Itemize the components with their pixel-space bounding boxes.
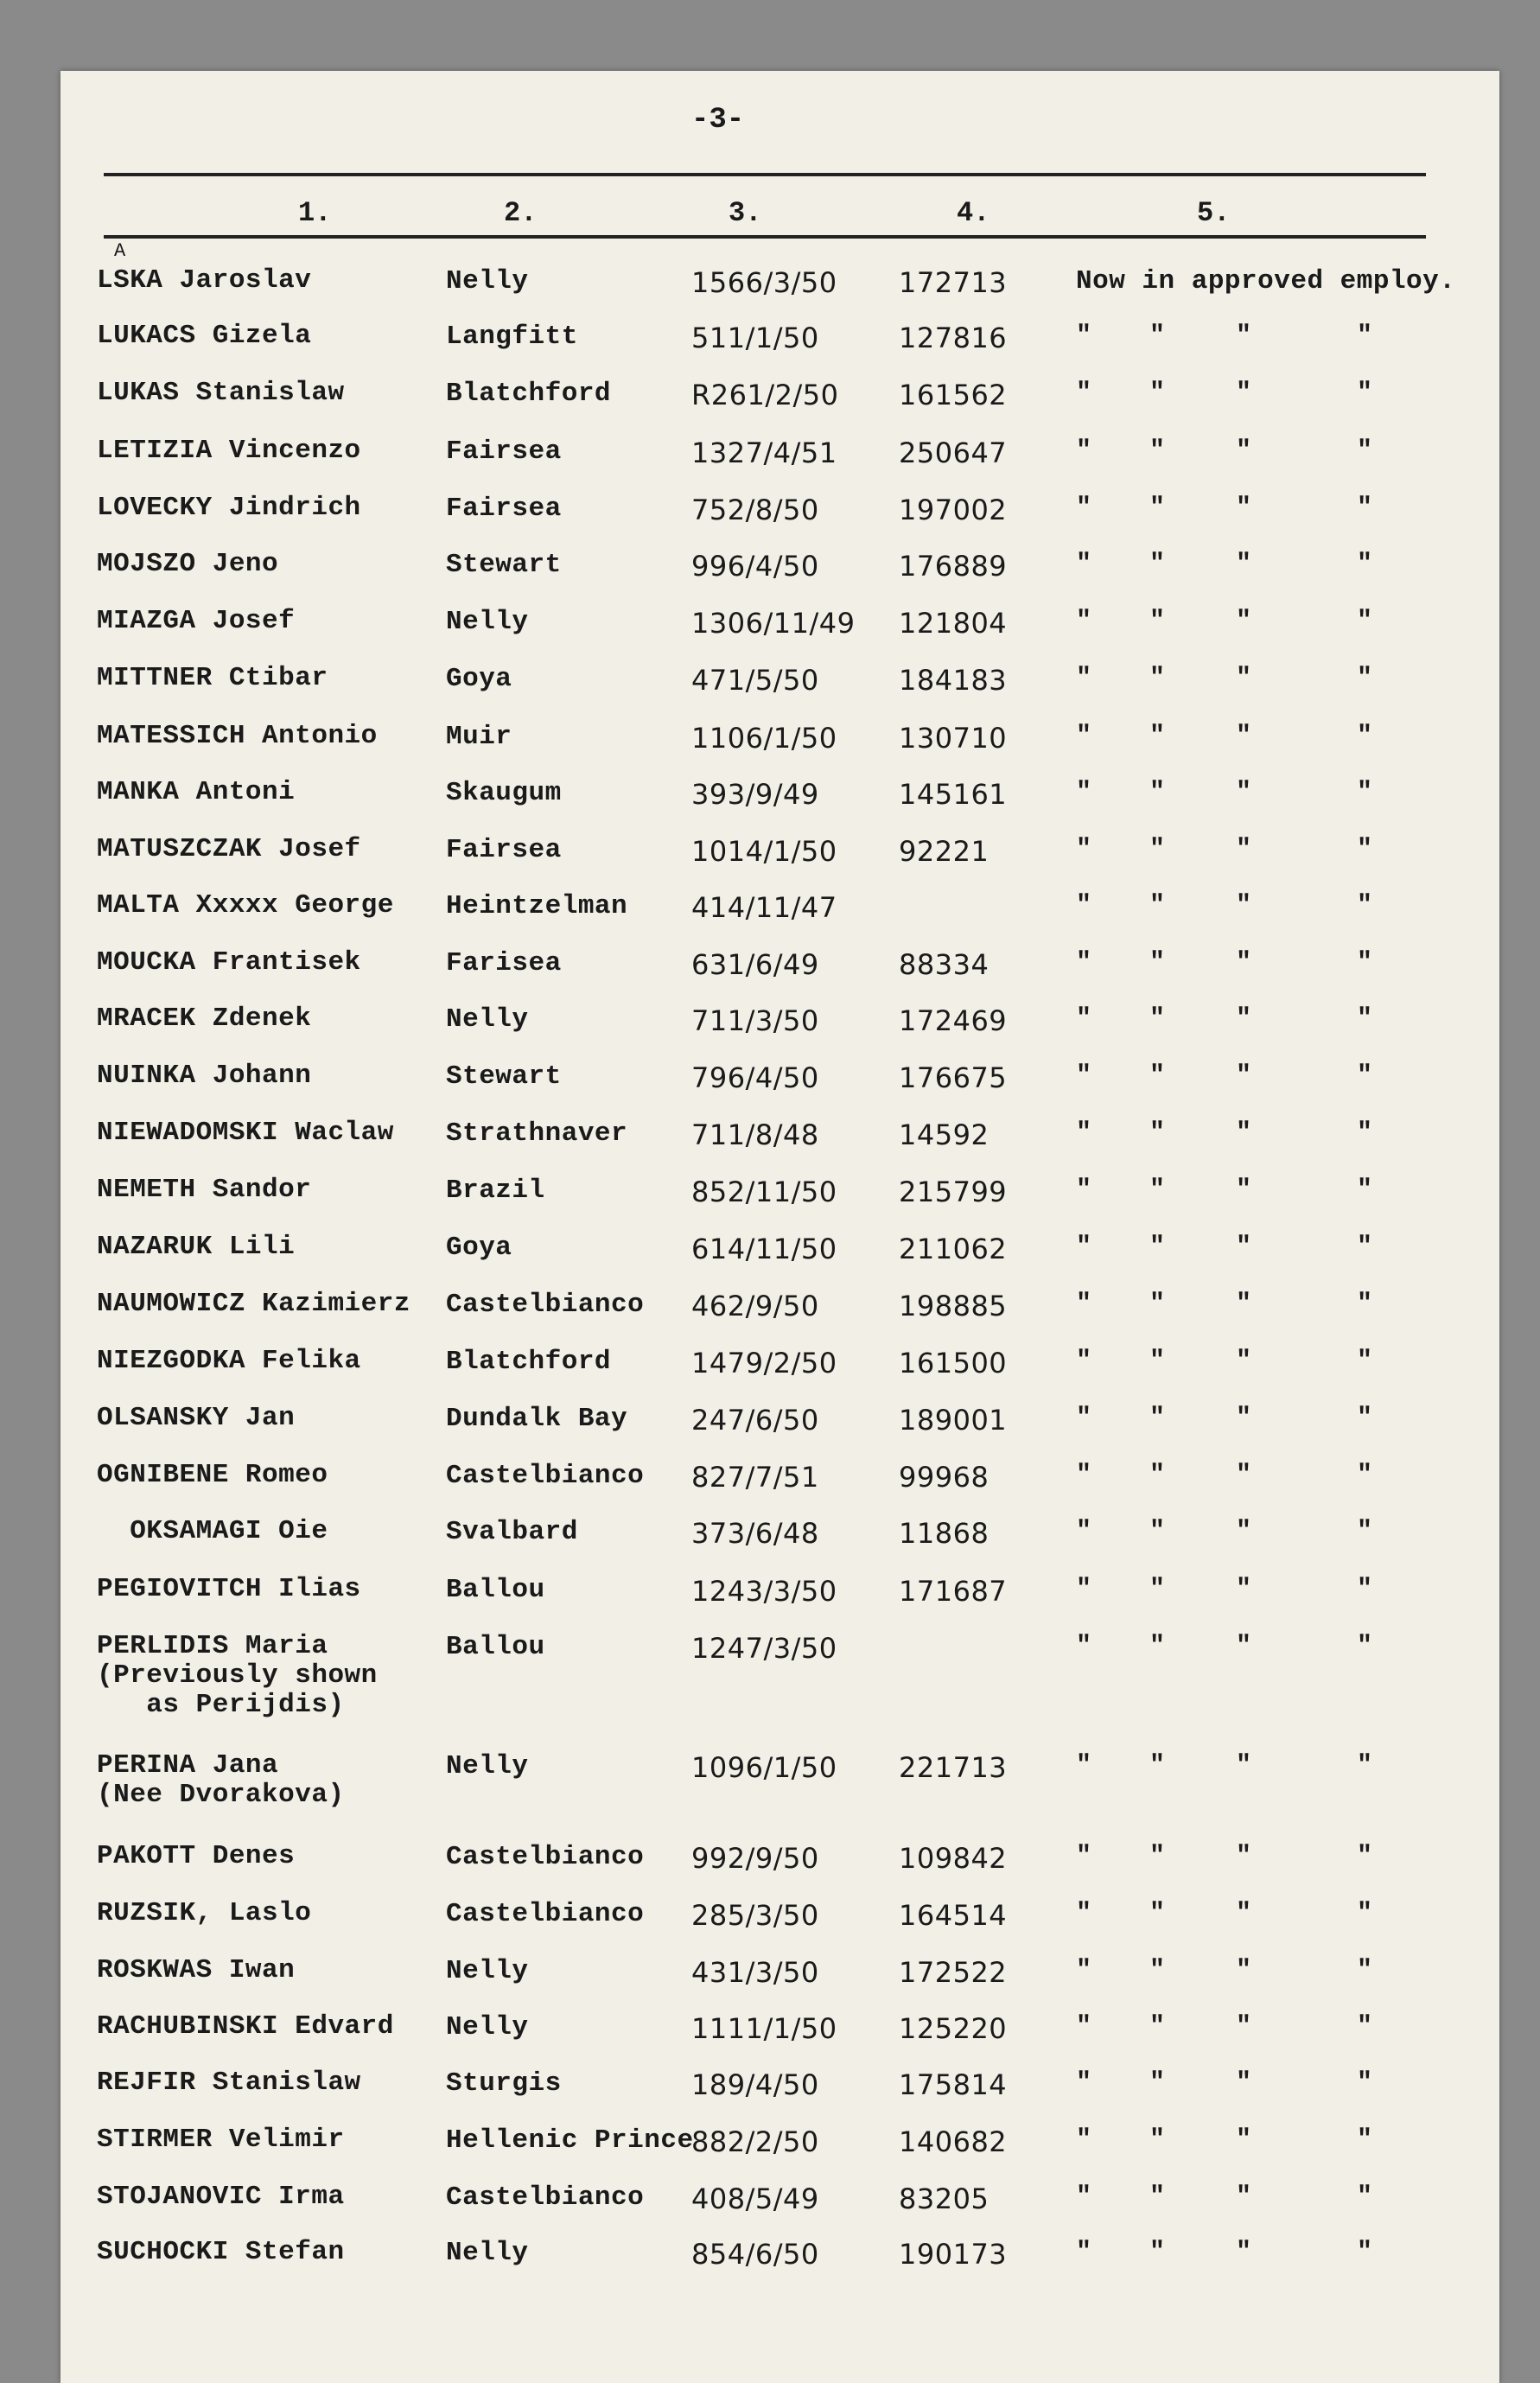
registration-number: 211062 [899, 1233, 1008, 1265]
ditto-mark: " [1236, 550, 1252, 579]
ditto-mark: " [1076, 1956, 1092, 1985]
registration-number: 161500 [899, 1347, 1008, 1379]
ditto-mark: " [1076, 664, 1092, 693]
ditto-mark: " [1357, 1061, 1373, 1091]
ditto-mark: " [1236, 835, 1252, 864]
ditto-mark: " [1149, 1956, 1166, 1985]
ditto-mark: " [1357, 1233, 1373, 1262]
ship-name: Stewart [446, 1061, 562, 1092]
ditto-mark: " [1076, 379, 1092, 408]
ditto-mark: " [1076, 835, 1092, 864]
registration-number: 189001 [899, 1404, 1008, 1437]
ditto-mark: " [1236, 778, 1252, 807]
person-name: PERLIDIS Maria (Previously shown as Perijdis) [97, 1631, 378, 1720]
registration-number: 161562 [899, 379, 1008, 411]
ditto-mark: " [1236, 494, 1252, 523]
employment-status: Now in approved employ. [1076, 266, 1456, 296]
ditto-mark: " [1357, 1004, 1373, 1034]
ship-name: Stewart [446, 550, 562, 580]
ditto-mark: " [1076, 1118, 1092, 1148]
ditto-mark: " [1236, 322, 1252, 351]
page-number: -3- [691, 104, 745, 137]
ditto-mark: " [1236, 379, 1252, 408]
reference-number: 1327/4/51 [691, 436, 837, 469]
ditto-mark: " [1236, 1176, 1252, 1205]
ditto-mark: " [1357, 1176, 1373, 1205]
registration-number: 172469 [899, 1004, 1008, 1037]
ditto-mark: " [1076, 1899, 1092, 1928]
ship-name: Farisea [446, 948, 562, 978]
registration-number: 197002 [899, 494, 1008, 526]
person-name: STOJANOVIC Irma [97, 2182, 345, 2212]
reference-number: 462/9/50 [691, 1290, 819, 1322]
handwritten-annotation: A [114, 240, 126, 262]
ship-name: Heintzelman [446, 891, 628, 921]
ditto-mark: " [1076, 1461, 1092, 1490]
header-rule [104, 235, 1426, 239]
person-name: MATUSZCZAK Josef [97, 834, 361, 864]
person-name: OGNIBENE Romeo [97, 1460, 328, 1490]
person-name: OKSAMAGI Oie [97, 1516, 328, 1546]
ditto-mark: " [1149, 664, 1166, 693]
ditto-mark: " [1149, 1061, 1166, 1091]
ship-name: Brazil [446, 1176, 545, 1206]
reference-number: 471/5/50 [691, 664, 819, 697]
reference-number: 408/5/49 [691, 2182, 819, 2215]
ditto-mark: " [1149, 1517, 1166, 1546]
ditto-mark: " [1076, 322, 1092, 351]
ditto-mark: " [1149, 1632, 1166, 1661]
ditto-mark: " [1076, 722, 1092, 751]
ditto-mark: " [1076, 778, 1092, 807]
ditto-mark: " [1357, 1956, 1373, 1985]
ditto-mark: " [1357, 891, 1373, 921]
ditto-mark: " [1236, 2125, 1252, 2155]
ditto-mark: " [1357, 607, 1373, 636]
ditto-mark: " [1357, 1632, 1373, 1661]
reference-number: 1243/3/50 [691, 1575, 837, 1608]
registration-number: 127816 [899, 322, 1008, 354]
ditto-mark: " [1149, 1290, 1166, 1319]
ditto-mark: " [1236, 1233, 1252, 1262]
ditto-mark: " [1236, 1347, 1252, 1376]
person-name: NAUMOWICZ Kazimierz [97, 1289, 410, 1319]
ditto-mark: " [1357, 1118, 1373, 1148]
ditto-mark: " [1149, 1176, 1166, 1205]
ship-name: Goya [446, 1233, 512, 1263]
ship-name: Nelly [446, 2238, 529, 2268]
ditto-mark: " [1236, 607, 1252, 636]
ditto-mark: " [1149, 2125, 1166, 2155]
ditto-mark: " [1236, 1461, 1252, 1490]
column-number-5: 5. [1197, 197, 1231, 229]
person-name: SUCHOCKI Stefan [97, 2237, 345, 2267]
ditto-mark: " [1236, 436, 1252, 466]
ship-name: Langfitt [446, 322, 578, 352]
column-number-2: 2. [504, 197, 538, 229]
ditto-mark: " [1076, 1842, 1092, 1871]
reference-number: 431/3/50 [691, 1956, 819, 1989]
ship-name: Nelly [446, 266, 529, 296]
person-name: LOVECKY Jindrich [97, 493, 361, 523]
registration-number: 176675 [899, 1061, 1008, 1094]
ditto-mark: " [1357, 835, 1373, 864]
reference-number: 373/6/48 [691, 1517, 819, 1550]
ship-name: Nelly [446, 1956, 529, 1986]
ditto-mark: " [1149, 607, 1166, 636]
ditto-mark: " [1149, 322, 1166, 351]
ship-name: Ballou [446, 1575, 545, 1605]
ditto-mark: " [1149, 2068, 1166, 2098]
registration-number: 176889 [899, 550, 1008, 583]
registration-number: 221713 [899, 1751, 1008, 1784]
reference-number: 1111/1/50 [691, 2012, 837, 2045]
ship-name: Castelbianco [446, 2182, 645, 2213]
ditto-mark: " [1076, 1517, 1092, 1546]
person-name: NIEWADOMSKI Waclaw [97, 1118, 394, 1148]
ditto-mark: " [1357, 1517, 1373, 1546]
registration-number: 172713 [899, 266, 1008, 299]
ditto-mark: " [1149, 2238, 1166, 2267]
ditto-mark: " [1357, 494, 1373, 523]
person-name: PEGIOVITCH Ilias [97, 1574, 361, 1604]
ditto-mark: " [1357, 778, 1373, 807]
ditto-mark: " [1149, 891, 1166, 921]
person-name: MOJSZO Jeno [97, 549, 279, 579]
reference-number: 247/6/50 [691, 1404, 819, 1437]
reference-number: 189/4/50 [691, 2068, 819, 2101]
ditto-mark: " [1236, 1290, 1252, 1319]
ditto-mark: " [1357, 1347, 1373, 1376]
registration-number: 109842 [899, 1842, 1008, 1875]
ditto-mark: " [1357, 2238, 1373, 2267]
person-name: NEMETH Sandor [97, 1175, 312, 1205]
registration-number: 172522 [899, 1956, 1008, 1989]
ship-name: Blatchford [446, 379, 612, 409]
ship-name: Svalbard [446, 1517, 578, 1547]
registration-number: 121804 [899, 607, 1008, 640]
reference-number: R261/2/50 [691, 379, 839, 411]
ship-name: Strathnaver [446, 1118, 628, 1149]
registration-number: 250647 [899, 436, 1008, 469]
ditto-mark: " [1149, 550, 1166, 579]
ditto-mark: " [1149, 379, 1166, 408]
reference-number: 1096/1/50 [691, 1751, 837, 1784]
ditto-mark: " [1149, 436, 1166, 466]
reference-number: 852/11/50 [691, 1176, 837, 1208]
ditto-mark: " [1149, 1461, 1166, 1490]
ship-name: Muir [446, 722, 512, 752]
ditto-mark: " [1149, 948, 1166, 978]
ditto-mark: " [1357, 2012, 1373, 2042]
person-name: MIAZGA Josef [97, 606, 296, 636]
person-name: LETIZIA Vincenzo [97, 436, 361, 466]
person-name: NAZARUK Lili [97, 1232, 296, 1262]
ditto-mark: " [1236, 1575, 1252, 1604]
registration-number: 125220 [899, 2012, 1008, 2045]
ship-name: Nelly [446, 1751, 529, 1781]
reference-number: 796/4/50 [691, 1061, 819, 1094]
reference-number: 393/9/49 [691, 778, 819, 811]
ditto-mark: " [1236, 1004, 1252, 1034]
ditto-mark: " [1236, 1899, 1252, 1928]
ditto-mark: " [1149, 1751, 1166, 1781]
registration-number: 215799 [899, 1176, 1008, 1208]
reference-number: 1106/1/50 [691, 722, 837, 755]
ditto-mark: " [1076, 891, 1092, 921]
registration-number: 92221 [899, 835, 990, 868]
column-number-3: 3. [729, 197, 762, 229]
ditto-mark: " [1236, 2182, 1252, 2212]
ditto-mark: " [1236, 1061, 1252, 1091]
ditto-mark: " [1076, 1061, 1092, 1091]
ditto-mark: " [1149, 2182, 1166, 2212]
ship-name: Blatchford [446, 1347, 612, 1377]
registration-number: 88334 [899, 948, 990, 981]
reference-number: 1014/1/50 [691, 835, 837, 868]
reference-number: 752/8/50 [691, 494, 819, 526]
ditto-mark: " [1076, 2182, 1092, 2212]
person-name: MOUCKA Frantisek [97, 947, 361, 978]
ditto-mark: " [1076, 1004, 1092, 1034]
reference-number: 285/3/50 [691, 1899, 819, 1932]
ditto-mark: " [1076, 1233, 1092, 1262]
ship-name: Fairsea [446, 494, 562, 524]
registration-number: 130710 [899, 722, 1008, 755]
registration-number: 190173 [899, 2238, 1008, 2271]
ditto-mark: " [1236, 722, 1252, 751]
person-name: ROSKWAS Iwan [97, 1955, 296, 1985]
reference-number: 711/8/48 [691, 1118, 819, 1151]
ditto-mark: " [1236, 1751, 1252, 1781]
reference-number: 1479/2/50 [691, 1347, 837, 1379]
ditto-mark: " [1149, 1575, 1166, 1604]
reference-number: 711/3/50 [691, 1004, 819, 1037]
ditto-mark: " [1076, 436, 1092, 466]
ditto-mark: " [1357, 722, 1373, 751]
ship-name: Fairsea [446, 835, 562, 865]
ditto-mark: " [1357, 1404, 1373, 1433]
person-name: LUKACS Gizela [97, 321, 312, 351]
ditto-mark: " [1357, 2125, 1373, 2155]
ditto-mark: " [1236, 2068, 1252, 2098]
person-name: MANKA Antoni [97, 777, 296, 807]
ditto-mark: " [1236, 1632, 1252, 1661]
ditto-mark: " [1236, 664, 1252, 693]
person-name: PERINA Jana (Nee Dvorakova) [97, 1750, 345, 1810]
ship-name: Goya [446, 664, 512, 694]
ship-name: Nelly [446, 2012, 529, 2042]
ditto-mark: " [1149, 494, 1166, 523]
ditto-mark: " [1149, 1404, 1166, 1433]
ditto-mark: " [1149, 778, 1166, 807]
registration-number: 14592 [899, 1118, 990, 1151]
person-name: RUZSIK, Laslo [97, 1898, 312, 1928]
ditto-mark: " [1076, 1176, 1092, 1205]
reference-number: 1306/11/49 [691, 607, 856, 640]
person-name: MRACEK Zdenek [97, 1004, 312, 1034]
person-name: REJFIR Stanislaw [97, 2068, 361, 2098]
ditto-mark: " [1357, 322, 1373, 351]
ditto-mark: " [1357, 1290, 1373, 1319]
ditto-mark: " [1357, 664, 1373, 693]
ditto-mark: " [1357, 550, 1373, 579]
person-name: LUKAS Stanislaw [97, 378, 345, 408]
ditto-mark: " [1149, 722, 1166, 751]
ship-name: Castelbianco [446, 1290, 645, 1320]
ditto-mark: " [1236, 1517, 1252, 1546]
person-name: MATESSICH Antonio [97, 721, 378, 751]
ditto-mark: " [1076, 1575, 1092, 1604]
ship-name: Nelly [446, 607, 529, 637]
registration-number: 184183 [899, 664, 1008, 697]
ditto-mark: " [1076, 1290, 1092, 1319]
person-name: STIRMER Velimir [97, 2125, 345, 2155]
ditto-mark: " [1357, 1751, 1373, 1781]
reference-number: 414/11/47 [691, 891, 837, 924]
registration-number: 145161 [899, 778, 1008, 811]
ditto-mark: " [1076, 2238, 1092, 2267]
ditto-mark: " [1236, 1404, 1252, 1433]
reference-number: 996/4/50 [691, 550, 819, 583]
ditto-mark: " [1357, 2182, 1373, 2212]
person-name: OLSANSKY Jan [97, 1403, 296, 1433]
registration-number: 99968 [899, 1461, 990, 1494]
top-rule [104, 173, 1426, 176]
reference-number: 1247/3/50 [691, 1632, 837, 1665]
ditto-mark: " [1076, 2068, 1092, 2098]
ditto-mark: " [1149, 835, 1166, 864]
registration-number: 140682 [899, 2125, 1008, 2158]
ditto-mark: " [1149, 1118, 1166, 1148]
ditto-mark: " [1236, 2238, 1252, 2267]
ditto-mark: " [1357, 379, 1373, 408]
reference-number: 631/6/49 [691, 948, 819, 981]
ditto-mark: " [1357, 1899, 1373, 1928]
ship-name: Skaugum [446, 778, 562, 808]
registration-number: 198885 [899, 1290, 1008, 1322]
ditto-mark: " [1149, 1899, 1166, 1928]
ditto-mark: " [1236, 2012, 1252, 2042]
person-name: MITTNER Ctibar [97, 663, 328, 693]
ditto-mark: " [1357, 948, 1373, 978]
person-name: NIEZGODKA Felika [97, 1346, 361, 1376]
ditto-mark: " [1076, 1751, 1092, 1781]
ditto-mark: " [1357, 1842, 1373, 1871]
ditto-mark: " [1149, 1004, 1166, 1034]
ditto-mark: " [1076, 1347, 1092, 1376]
person-name: NUINKA Johann [97, 1061, 312, 1091]
ship-name: Ballou [446, 1632, 545, 1662]
reference-number: 1566/3/50 [691, 266, 837, 299]
reference-number: 992/9/50 [691, 1842, 819, 1875]
ditto-mark: " [1076, 607, 1092, 636]
person-name: PAKOTT Denes [97, 1841, 296, 1871]
ditto-mark: " [1357, 1461, 1373, 1490]
ditto-mark: " [1149, 1347, 1166, 1376]
ship-name: Castelbianco [446, 1842, 645, 1872]
registration-number: 11868 [899, 1517, 990, 1550]
ditto-mark: " [1236, 1118, 1252, 1148]
ditto-mark: " [1076, 550, 1092, 579]
registration-number: 171687 [899, 1575, 1008, 1608]
reference-number: 614/11/50 [691, 1233, 837, 1265]
registration-number: 164514 [899, 1899, 1008, 1932]
ditto-mark: " [1236, 891, 1252, 921]
ditto-mark: " [1357, 2068, 1373, 2098]
registration-number: 175814 [899, 2068, 1008, 2101]
reference-number: 854/6/50 [691, 2238, 819, 2271]
ship-name: Castelbianco [446, 1461, 645, 1491]
ditto-mark: " [1236, 1842, 1252, 1871]
ditto-mark: " [1076, 2012, 1092, 2042]
ship-name: Hellenic Prince [446, 2125, 694, 2156]
ditto-mark: " [1236, 948, 1252, 978]
ship-name: Castelbianco [446, 1899, 645, 1929]
ship-name: Fairsea [446, 436, 562, 467]
column-number-4: 4. [957, 197, 990, 229]
ditto-mark: " [1076, 1632, 1092, 1661]
ditto-mark: " [1236, 1956, 1252, 1985]
ditto-mark: " [1076, 948, 1092, 978]
ditto-mark: " [1076, 1404, 1092, 1433]
column-number-1: 1. [298, 197, 332, 229]
ship-name: Dundalk Bay [446, 1404, 628, 1434]
reference-number: 827/7/51 [691, 1461, 819, 1494]
ditto-mark: " [1076, 2125, 1092, 2155]
ditto-mark: " [1149, 2012, 1166, 2042]
ditto-mark: " [1076, 494, 1092, 523]
registration-number: 83205 [899, 2182, 990, 2215]
ditto-mark: " [1149, 1842, 1166, 1871]
person-name: MALTA Xxxxx George [97, 890, 394, 921]
reference-number: 511/1/50 [691, 322, 819, 354]
ditto-mark: " [1357, 436, 1373, 466]
person-name: RACHUBINSKI Edvard [97, 2011, 394, 2042]
reference-number: 882/2/50 [691, 2125, 819, 2158]
ditto-mark: " [1149, 1233, 1166, 1262]
ditto-mark: " [1357, 1575, 1373, 1604]
person-name: LSKA Jaroslav [97, 265, 312, 296]
ship-name: Sturgis [446, 2068, 562, 2099]
ship-name: Nelly [446, 1004, 529, 1035]
